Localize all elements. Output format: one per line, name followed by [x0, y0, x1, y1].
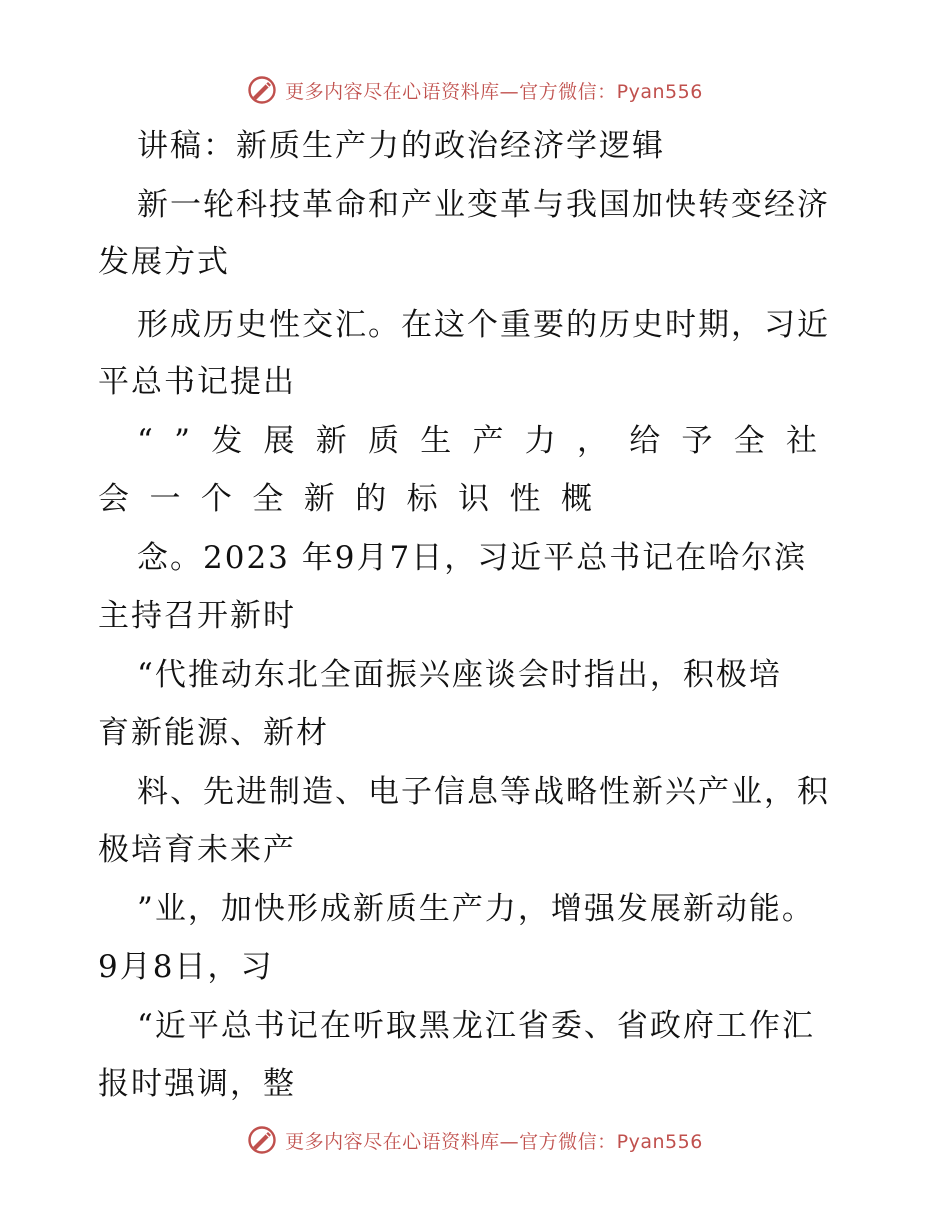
doc-line: 育新能源、新材 — [98, 715, 329, 751]
spread-char: 全 — [733, 423, 765, 459]
spread-char: 个 — [200, 481, 232, 517]
quill-logo-icon — [247, 1125, 277, 1155]
doc-line: 新一轮科技革命和产业变革与我国加快转变经济 — [137, 187, 830, 223]
spread-char: 标 — [406, 481, 438, 517]
spread-char: 生 — [420, 423, 452, 459]
spread-char: 概 — [560, 481, 592, 517]
doc-line: 形成历史性交汇。在这个重要的历史时期，习近 — [137, 307, 830, 343]
spread-char: 展 — [263, 423, 295, 459]
doc-line: 平总书记提出 — [98, 364, 296, 400]
spread-char: “ — [137, 423, 153, 459]
spread-char: 质 — [367, 423, 399, 459]
spread-char: 给 — [629, 423, 661, 459]
doc-line: 发展方式 — [98, 244, 230, 280]
spread-char: 性 — [509, 481, 541, 517]
spread-char: 一 — [149, 481, 181, 517]
doc-line-spaced — [137, 421, 817, 461]
doc-title: 讲稿：新质生产力的政治经济学逻辑 — [137, 128, 665, 164]
doc-line: ”业，加快形成新质生产力，增强发展新动能。 — [137, 891, 815, 927]
spread-char: 社 — [785, 423, 817, 459]
header-watermark-banner — [0, 70, 950, 110]
doc-line: 料、先进制造、电子信息等战略性新兴产业，积 — [137, 774, 830, 810]
doc-line: 报时强调，整 — [98, 1066, 296, 1102]
spread-char: 予 — [681, 423, 713, 459]
doc-line: 念。2023 年9月7日，习近平总书记在哈尔滨 — [137, 540, 808, 576]
doc-line: 9月8日，习 — [98, 949, 274, 985]
watermark-text: 更多内容尽在心语资料库—官方微信：Pyan556 — [285, 80, 703, 103]
doc-line: 主持召开新时 — [98, 598, 296, 634]
doc-line: 极培育未来产 — [98, 832, 296, 868]
spread-char: 的 — [355, 481, 387, 517]
spread-char: 力 — [524, 423, 556, 459]
doc-line: “近平总书记在听取黑龙江省委、省政府工作汇 — [137, 1008, 815, 1044]
spread-char: ” — [174, 423, 190, 459]
doc-line: “代推动东北全面振兴座谈会时指出，积极培 — [137, 657, 782, 693]
footer-watermark-banner — [0, 1120, 950, 1160]
spread-char: 新 — [303, 481, 335, 517]
spread-char: 全 — [252, 481, 284, 517]
spread-char: 识 — [458, 481, 490, 517]
spread-char: 发 — [211, 423, 243, 459]
spread-char: 会 — [98, 481, 129, 517]
watermark-text: 更多内容尽在心语资料库—官方微信：Pyan556 — [285, 1130, 703, 1153]
doc-line-spaced — [98, 479, 592, 519]
spread-char: 新 — [315, 423, 347, 459]
spread-char: ， — [576, 423, 608, 459]
spread-char: 产 — [472, 423, 504, 459]
quill-logo-icon — [247, 75, 277, 105]
